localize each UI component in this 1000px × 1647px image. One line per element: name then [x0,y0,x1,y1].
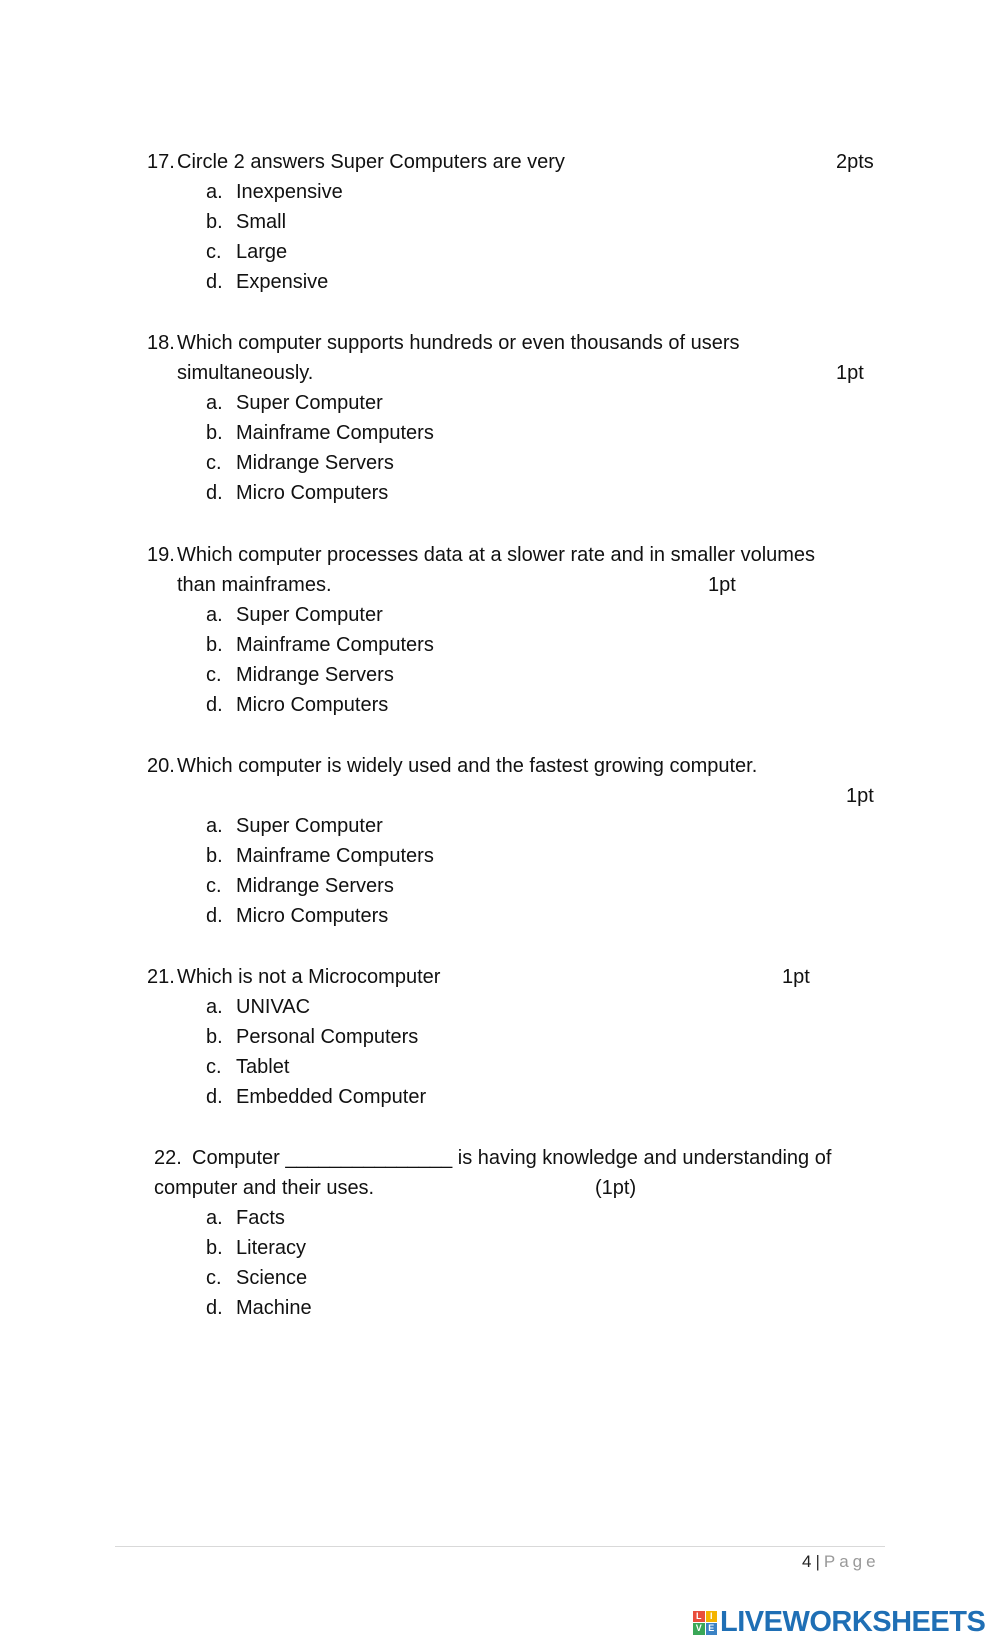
option-text: Expensive [236,271,329,293]
question-20-number: 20. [147,755,175,777]
option-text: Embedded Computer [236,1086,427,1108]
option-letter: c. [206,241,222,263]
question-20-option-a[interactable] [206,811,383,841]
option-letter: a. [206,815,223,837]
option-text: Super Computer [236,604,383,626]
option-text: Micro Computers [236,482,389,504]
question-22-option-b[interactable] [206,1233,306,1263]
option-letter: d. [206,271,223,293]
option-letter: d. [206,482,223,504]
question-21-points: 1pt [782,966,810,988]
question-19-text-line2: than mainframes. [177,574,332,596]
option-text: Midrange Servers [236,452,394,474]
question-22-text-line1: Computer _______________ is having knowledge and understanding of [192,1147,832,1169]
footer-divider [115,1546,885,1547]
question-17-option-a[interactable] [206,177,343,207]
option-letter: d. [206,1297,223,1319]
option-letter: c. [206,1267,222,1289]
question-18-option-d[interactable] [206,478,388,508]
option-letter: a. [206,996,223,1018]
question-22-option-a[interactable] [206,1203,285,1233]
option-letter: a. [206,1207,223,1229]
option-letter: c. [206,664,222,686]
page-footer [802,1552,880,1572]
option-letter: c. [206,875,222,897]
question-17-number: 17. [147,151,175,173]
question-20-points: 1pt [846,785,874,807]
option-letter: c. [206,1056,222,1078]
option-letter: d. [206,905,223,927]
option-text: Tablet [236,1056,290,1078]
option-text: Midrange Servers [236,875,394,897]
question-19-number: 19. [147,544,175,566]
question-21-number: 21. [147,966,175,988]
option-letter: d. [206,1086,223,1108]
question-20-option-d[interactable] [206,901,388,931]
option-letter: d. [206,694,223,716]
question-18-points: 1pt [836,362,864,384]
option-letter: c. [206,452,222,474]
option-letter: b. [206,422,223,444]
question-21-text: Which is not a Microcomputer [177,966,441,988]
question-18-number: 18. [147,332,175,354]
option-letter: b. [206,1026,223,1048]
question-21-option-d[interactable] [206,1082,426,1112]
question-17-option-c[interactable] [206,237,287,267]
logo-badge-icon [693,1611,717,1635]
liveworksheets-logo [693,1606,985,1639]
option-text: Micro Computers [236,905,389,927]
option-text: Facts [236,1207,285,1229]
option-text: Small [236,211,287,233]
option-letter: b. [206,845,223,867]
option-text: UNIVAC [236,996,311,1018]
option-text: Micro Computers [236,694,389,716]
question-17-text: Circle 2 answers Super Computers are very [177,151,565,173]
question-19-option-a[interactable] [206,600,383,630]
option-text: Personal Computers [236,1026,419,1048]
option-letter: b. [206,1237,223,1259]
question-22-number: 22. [154,1147,182,1169]
question-20-option-c[interactable] [206,871,394,901]
option-text: Mainframe Computers [236,845,434,867]
badge-letter-v: V [693,1623,705,1635]
option-text: Large [236,241,288,263]
question-22-option-c[interactable] [206,1263,307,1293]
option-text: Science [236,1267,308,1289]
option-text: Super Computer [236,392,383,414]
badge-letter-i: I [706,1611,718,1623]
question-19-option-c[interactable] [206,660,394,690]
page-label: Page [823,1552,880,1571]
question-18-text-line1: Which computer supports hundreds or even thousands of users [177,332,740,354]
question-17-points: 2pts [836,151,874,173]
option-letter: a. [206,604,223,626]
brand-name: LIVEWORKSHEETS [720,1606,986,1638]
question-20-option-b[interactable] [206,841,434,871]
question-22-text-line2: computer and their uses. [154,1177,375,1199]
question-19-option-d[interactable] [206,690,388,720]
question-18-option-b[interactable] [206,418,434,448]
option-letter: b. [206,634,223,656]
question-21-option-a[interactable] [206,992,310,1022]
option-letter: a. [206,181,223,203]
question-17-option-d[interactable] [206,267,328,297]
question-19-points: 1pt [708,574,736,596]
question-18-option-c[interactable] [206,448,394,478]
badge-letter-l: L [693,1611,705,1623]
option-text: Machine [236,1297,312,1319]
option-text: Mainframe Computers [236,634,434,656]
option-text: Mainframe Computers [236,422,434,444]
question-19-option-b[interactable] [206,630,434,660]
option-text: Midrange Servers [236,664,394,686]
question-21-option-b[interactable] [206,1022,418,1052]
option-letter: b. [206,211,223,233]
question-19-text-line1: Which computer processes data at a slower rate and in smaller volumes [177,544,816,566]
question-17-option-b[interactable] [206,207,286,237]
page-separator: | [815,1552,820,1571]
question-18-option-a[interactable] [206,388,383,418]
question-22-points: (1pt) [595,1177,637,1199]
option-letter: a. [206,392,223,414]
question-21-option-c[interactable] [206,1052,289,1082]
question-20-text: Which computer is widely used and the fastest growing computer. [177,755,758,777]
question-22-option-d[interactable] [206,1293,312,1323]
badge-letter-e: E [706,1623,718,1635]
option-text: Inexpensive [236,181,343,203]
page-number: 4 [802,1552,812,1571]
option-text: Super Computer [236,815,383,837]
option-text: Literacy [236,1237,307,1259]
question-18-text-line2: simultaneously. [177,362,314,384]
